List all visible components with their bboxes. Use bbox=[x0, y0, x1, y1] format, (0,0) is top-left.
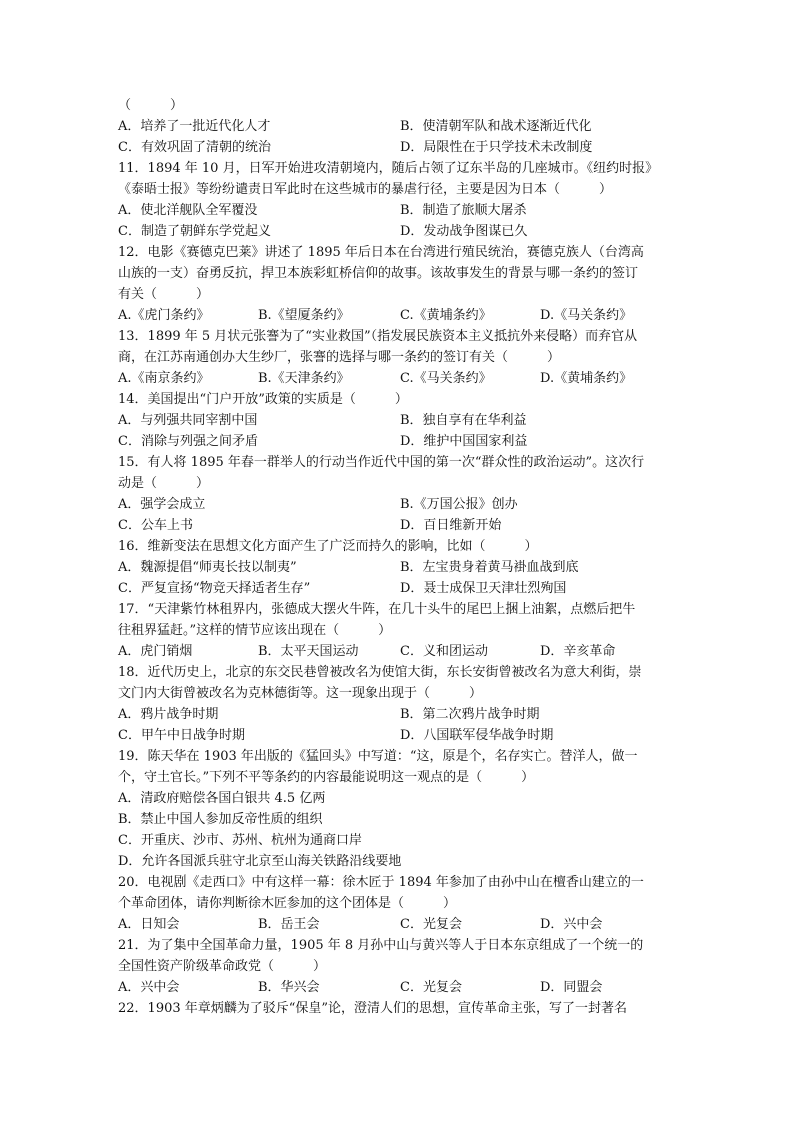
q21-stem-line1: 21．为了集中全国革命力量，1905 年 8 月孙中山与黄兴等人于日本东京组成了一个统一的 bbox=[118, 938, 644, 953]
q12-stem-line3: 有关（ ） bbox=[118, 287, 210, 302]
q16-option-b: B．左宝贵身着黄马褂血战到底 bbox=[400, 560, 579, 575]
q17-stem-line2: 往租界猛赶。”这样的情节应该出现在（ ） bbox=[118, 623, 392, 638]
q14-option-a: A．与列强共同宰割中国 bbox=[118, 413, 258, 428]
q21-option-d: D．同盟会 bbox=[540, 980, 603, 995]
q14-option-c: C．消除与列强之间矛盾 bbox=[118, 434, 258, 449]
q10-answer-paren: （ ） bbox=[118, 98, 184, 113]
q11-stem-line2: 《泰晤士报》等纷纷谴责日军此时在这些城市的暴虐行径，主要是因为日本（ ） bbox=[118, 182, 613, 197]
q15-option-a: A．强学会成立 bbox=[118, 497, 206, 512]
q10-option-b: B．使清朝军队和战术逐渐近代化 bbox=[400, 119, 592, 134]
q16-option-c: C．严复宣扬“物竞天择适者生存” bbox=[118, 581, 311, 596]
q11-option-b: B．制造了旅顺大屠杀 bbox=[400, 203, 527, 218]
q20-option-b: B．岳王会 bbox=[258, 917, 320, 932]
q16-option-a: A．魏源提倡“师夷长技以制夷” bbox=[118, 560, 297, 575]
q17-option-b: B．太平天国运动 bbox=[258, 644, 359, 659]
q20-option-a: A．日知会 bbox=[118, 917, 180, 932]
q16-option-d: D．聂士成保卫天津壮烈殉国 bbox=[400, 581, 567, 596]
q13-option-b: B.《天津条约》 bbox=[258, 371, 350, 386]
q18-option-c: C．甲午中日战争时期 bbox=[118, 728, 245, 743]
q13-option-d: D.《黄埔条约》 bbox=[540, 371, 633, 386]
q17-option-c: C．义和团运动 bbox=[400, 644, 488, 659]
q21-option-a: A．兴中会 bbox=[118, 980, 180, 995]
q18-stem-line1: 18．近代历史上，北京的东交民巷曾被改名为使馆大街，东长安街曾被改名为意大利街，崇 bbox=[118, 665, 642, 680]
q10-option-c: C．有效巩固了清朝的统治 bbox=[118, 140, 271, 155]
q14-option-d: D．维护中国国家利益 bbox=[400, 434, 528, 449]
q19-option-d: D．允许各国派兵驻守北京至山海关铁路沿线要地 bbox=[118, 854, 402, 869]
q12-option-c: C.《黄埔条约》 bbox=[400, 308, 492, 323]
q11-stem-line1: 11．1894 年 10 月，日军开始进攻清朝境内，随后占领了辽东半岛的几座城市。《纽约时报》 bbox=[118, 161, 659, 176]
q17-stem-line1: 17．“天津紫竹林租界内，张德成大摆火牛阵，在几十头牛的尾巴上捆上油絮，点燃后把牛 bbox=[118, 602, 636, 617]
q19-option-b: B．禁止中国人参加反帝性质的组织 bbox=[118, 812, 323, 827]
q20-option-c: C．光复会 bbox=[400, 917, 462, 932]
q22-stem-line1: 22．1903 年章炳麟为了驳斥“保皇”论，澄清人们的思想，宣传革命主张，写了一封著名 bbox=[118, 1001, 628, 1016]
q16-stem-line1: 16．维新变法在思想文化方面产生了广泛而持久的影响，比如（ ） bbox=[118, 539, 538, 554]
q17-option-a: A．虎门销烟 bbox=[118, 644, 193, 659]
q12-stem-line1: 12．电影《赛德克巴莱》讲述了 1895 年后日本在台湾进行殖民统治，赛德克族人（台湾高 bbox=[118, 245, 644, 260]
q20-stem-line2: 个革命团体，请你判断徐木匠参加的这个团体是（ ） bbox=[118, 896, 457, 911]
q21-option-b: B．华兴会 bbox=[258, 980, 320, 995]
q19-stem-line2: 个，守土官长。”下列不平等条约的内容最能说明这一观点的是（ ） bbox=[118, 770, 535, 785]
q15-option-d: D．百日维新开始 bbox=[400, 518, 502, 533]
q15-stem-line2: 动是（ ） bbox=[118, 476, 210, 491]
q10-option-d: D．局限性在于只学技术未改制度 bbox=[400, 140, 593, 155]
q14-stem-line1: 14．美国提出“门户开放”政策的实质是（ ） bbox=[118, 392, 408, 407]
q12-option-b: B.《望厦条约》 bbox=[258, 308, 350, 323]
q11-option-d: D．发动战争图谋已久 bbox=[400, 224, 528, 239]
q14-option-b: B．独自享有在华利益 bbox=[400, 413, 527, 428]
q10-option-a: A．培养了一批近代化人才 bbox=[118, 119, 271, 134]
q13-stem-line1: 13．1899 年 5 月状元张謇为了“实业救国”（指发展民族资本主义抵抗外来侵略）而弃官从 bbox=[118, 329, 638, 344]
q18-option-a: A．鸦片战争时期 bbox=[118, 707, 219, 722]
q19-option-a: A．清政府赔偿各国白银共 4.5 亿两 bbox=[118, 791, 326, 806]
q15-option-b: B.《万国公报》创办 bbox=[400, 497, 518, 512]
q12-option-d: D.《马关条约》 bbox=[540, 308, 633, 323]
q18-option-d: D．八国联军侵华战争时期 bbox=[400, 728, 554, 743]
q13-option-a: A.《南京条约》 bbox=[118, 371, 210, 386]
q17-option-d: D．辛亥革命 bbox=[540, 644, 616, 659]
q20-option-d: D．兴中会 bbox=[540, 917, 603, 932]
q21-stem-line2: 全国性资产阶级革命政党（ ） bbox=[118, 959, 327, 974]
q15-stem-line1: 15．有人将 1895 年春一群举人的行动当作近代中国的第一次“群众性的政治运动”。这次行 bbox=[118, 455, 645, 470]
q19-option-c: C．开重庆、沙市、苏州、杭州为通商口岸 bbox=[118, 833, 362, 848]
q18-option-b: B．第二次鸦片战争时期 bbox=[400, 707, 540, 722]
q12-stem-line2: 山族的一支）奋勇反抗，捍卫本族彩虹桥信仰的故事。该故事发生的背景与哪一条约的签订 bbox=[118, 266, 639, 281]
q21-option-c: C．光复会 bbox=[400, 980, 462, 995]
q15-option-c: C．公车上书 bbox=[118, 518, 193, 533]
q19-stem-line1: 19．陈天华在 1903 年出版的《猛回头》中写道：“这，原是个，名存实亡。替洋人，做一 bbox=[118, 749, 638, 764]
q18-stem-line2: 文门内大街曾被改名为克林德街等。这一现象出现于（ ） bbox=[118, 686, 483, 701]
q11-option-a: A．使北洋舰队全军覆没 bbox=[118, 203, 258, 218]
q13-stem-line2: 商，在江苏南通创办大生纱厂，张謇的选择与哪一条约的签订有关（ ） bbox=[118, 350, 561, 365]
q13-option-c: C.《马关条约》 bbox=[400, 371, 492, 386]
q12-option-a: A.《虎门条约》 bbox=[118, 308, 210, 323]
q20-stem-line1: 20．电视剧《走西口》中有这样一幕：徐木匠于 1894 年参加了由孙中山在檀香山建立的一 bbox=[118, 875, 644, 890]
q11-option-c: C．制造了朝鲜东学党起义 bbox=[118, 224, 271, 239]
